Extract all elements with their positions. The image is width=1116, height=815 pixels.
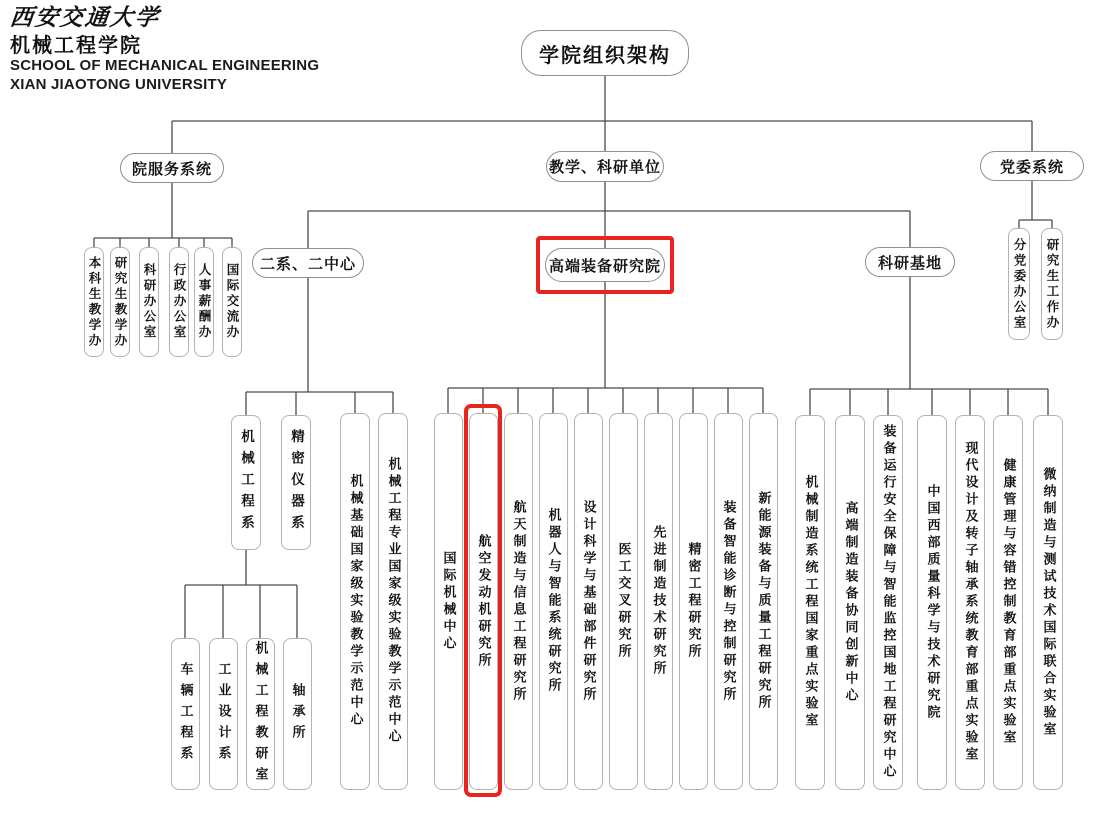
school-name-cn: 机械工程学院: [10, 33, 142, 58]
org-node-party1: [1008, 228, 1030, 340]
org-node-svc5: [194, 247, 214, 357]
org-node-i9: [714, 413, 743, 790]
org-node-label: 车辆工程系: [177, 661, 193, 767]
org-node-label: 行政办公室: [172, 263, 187, 341]
org-node-b1: [795, 415, 825, 790]
org-node-i4: [539, 413, 568, 790]
org-node-svc2: [110, 247, 130, 357]
org-node-label: 装备运行安全保障与智能监控国地工程研究中心: [880, 424, 896, 781]
highlight-box-i2: [464, 404, 502, 797]
org-node-m3: [246, 638, 275, 790]
org-node-label: 机械工程专业国家级实验教学示范中心: [385, 457, 401, 746]
org-node-label: 新能源装备与质量工程研究所: [755, 491, 771, 712]
org-node-svc6: [222, 247, 242, 357]
org-node-label: 机器人与智能系统研究所: [545, 508, 561, 695]
page-header: [10, 4, 319, 94]
org-node-party2: [1041, 228, 1063, 340]
org-node-d3: [340, 413, 370, 790]
org-node-label: 学院组织架构: [539, 42, 671, 67]
org-node-label: 高端制造装备协同创新中心: [842, 500, 858, 705]
org-node-label: 航空发动机研究所: [475, 533, 491, 670]
org-node-label: 研究生教学办: [113, 255, 128, 349]
org-node-m2: [209, 638, 238, 790]
org-node-label: 微纳制造与测试技术国际联合实验室: [1040, 466, 1056, 739]
org-node-label: 研究生工作办: [1045, 237, 1060, 331]
org-node-i7: [644, 413, 673, 790]
org-node-d1: [231, 415, 261, 550]
org-node-label: 航天制造与信息工程研究所: [510, 499, 526, 704]
org-node-dept2: [252, 248, 364, 278]
org-node-label: 党委系统: [999, 157, 1064, 176]
org-node-i6: [609, 413, 638, 790]
org-node-b7: [1033, 415, 1063, 790]
org-node-label: 科研办公室: [142, 263, 157, 341]
org-node-label: 国际机械中心: [440, 550, 456, 653]
school-name-en: SCHOOL OF MECHANICAL ENGINEERING: [10, 57, 320, 75]
org-node-label: 机械制造系统工程国家重点实验室: [802, 475, 818, 730]
org-node-label: 装备智能诊断与控制研究所: [720, 499, 736, 704]
org-node-svc1: [84, 247, 104, 357]
org-node-label: 现代设计及转子轴承系统教育部重点实验室: [962, 441, 978, 764]
org-node-m4: [283, 638, 312, 790]
org-node-label: 本科生教学办: [87, 255, 102, 349]
org-node-b3: [873, 415, 903, 790]
org-node-label: 先进制造技术研究所: [650, 525, 666, 678]
org-node-b4: [917, 415, 947, 790]
org-node-label: 设计科学与基础部件研究所: [580, 499, 596, 704]
org-node-label: 精密工程研究所: [685, 542, 701, 661]
org-node-label: 人事薪酬办: [197, 263, 212, 341]
org-node-label: 医工交叉研究所: [615, 542, 631, 661]
org-node-label: 科研基地: [877, 253, 942, 272]
org-node-label: 轴承所: [289, 682, 305, 746]
org-node-b2: [835, 415, 865, 790]
org-node-svc: [120, 153, 224, 183]
org-node-b6: [993, 415, 1023, 790]
org-node-label: 院服务系统: [131, 159, 212, 178]
org-node-label: 高端装备研究院: [548, 256, 661, 275]
university-name-en: XIAN JIAOTONG UNIVERSITY: [10, 75, 228, 93]
org-node-i10: [749, 413, 778, 790]
org-node-svc4: [169, 247, 189, 357]
org-node-m1: [171, 638, 200, 790]
org-node-party: [980, 151, 1084, 181]
org-node-d2: [281, 415, 311, 550]
org-node-label: 国际交流办: [225, 263, 240, 341]
org-node-base: [865, 247, 955, 277]
org-node-teach: [546, 151, 664, 182]
org-node-i1: [434, 413, 463, 790]
org-node-i3: [504, 413, 533, 790]
org-node-b5: [955, 415, 985, 790]
org-node-i8: [679, 413, 708, 790]
highlight-box-inst: [536, 236, 674, 294]
university-name-calligraphy: 西安交通大学: [8, 4, 162, 31]
org-node-label: 健康管理与容错控制教育部重点实验室: [1000, 458, 1016, 747]
org-node-label: 分党委办公室: [1012, 237, 1027, 331]
org-node-label: 机械工程系: [238, 428, 254, 537]
org-node-i5: [574, 413, 603, 790]
org-node-svc3: [139, 247, 159, 357]
org-node-d4: [378, 413, 408, 790]
org-node-label: 精密仪器系: [288, 428, 304, 537]
org-node-label: 教学、科研单位: [548, 158, 661, 176]
org-node-title: [521, 30, 689, 76]
org-node-label: 二系、二中心: [259, 254, 356, 273]
org-node-label: 工业设计系: [215, 661, 231, 767]
org-node-label: 机械工程教研室: [252, 640, 268, 788]
org-node-label: 机械基础国家级实验教学示范中心: [347, 474, 363, 729]
org-node-label: 中国西部质量科学与技术研究院: [924, 483, 940, 722]
